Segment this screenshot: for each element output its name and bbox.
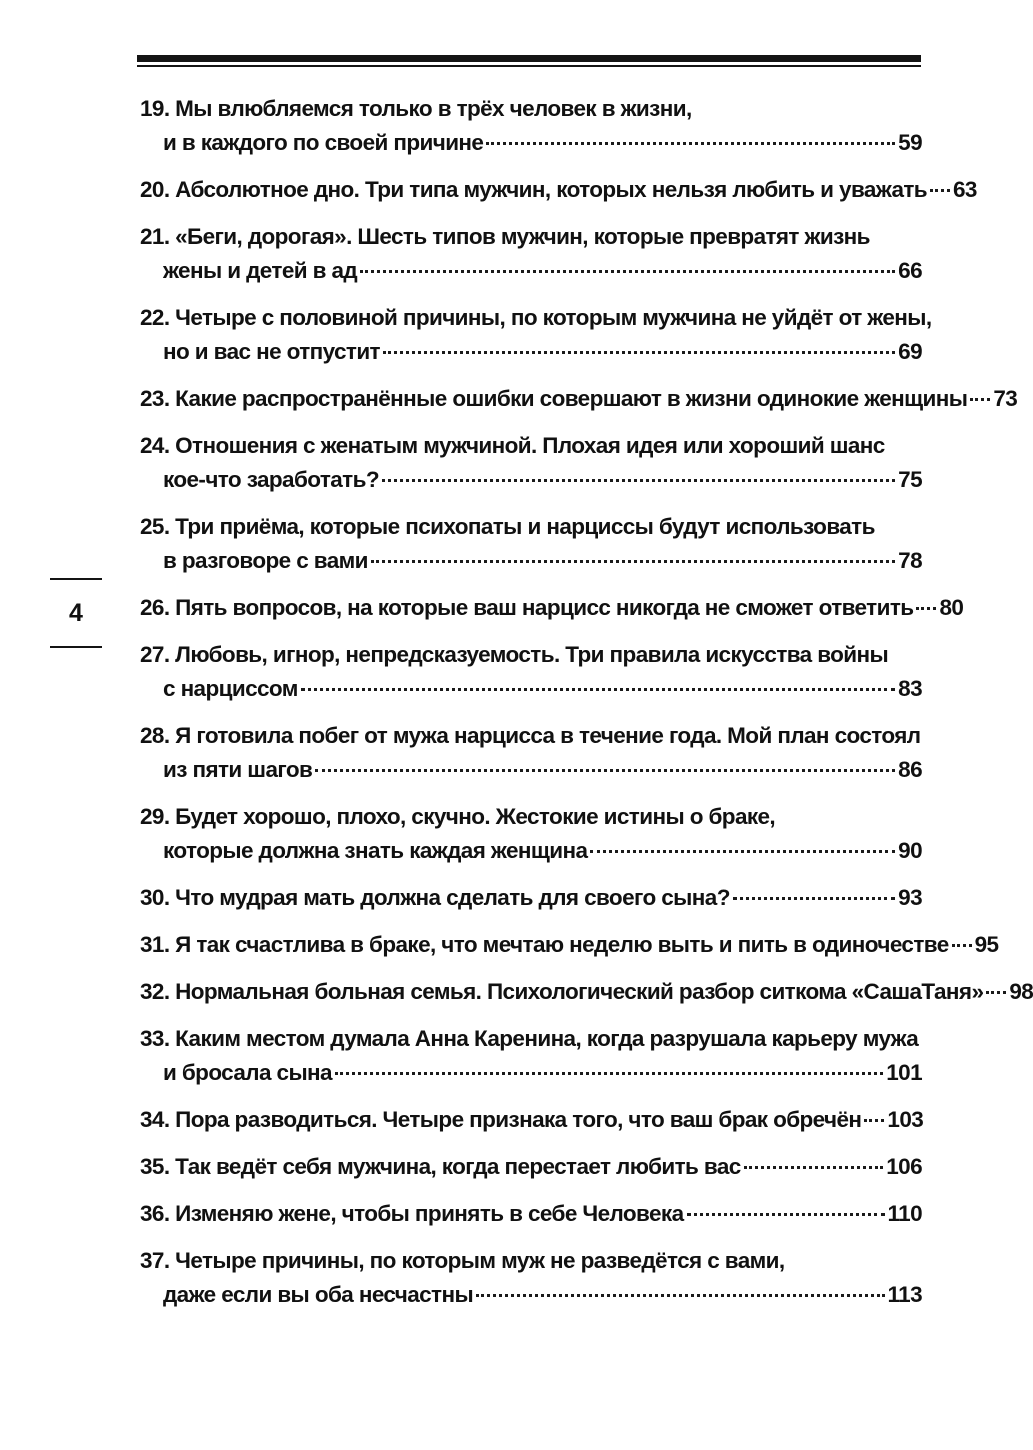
- page-marker-bottom-line: [50, 646, 102, 648]
- toc-entry: [140, 719, 922, 787]
- toc-entry-leader-line: [140, 834, 922, 868]
- dot-leader: [590, 850, 895, 853]
- toc-entry-leader-line: [140, 382, 1018, 416]
- toc-entry: [140, 382, 1018, 416]
- toc-entry-page: 59: [898, 130, 922, 155]
- toc-entry-leader-line: [140, 672, 922, 706]
- toc-entry-title: 34. Пора разводиться. Четыре признака того, что ваш брак обречён: [140, 1107, 862, 1132]
- toc-entry-page: 73: [993, 386, 1018, 411]
- toc-entry-title: 32. Нормальная больная семья. Психологический разбор ситкома «СашаТаня»: [140, 979, 984, 1004]
- dot-leader: [486, 142, 895, 145]
- toc-entry-title: даже если вы оба несчастны: [163, 1282, 474, 1307]
- toc-entry: [140, 928, 999, 962]
- top-double-rule: [137, 55, 921, 69]
- toc-entry-page: 90: [898, 838, 922, 863]
- toc-entry: [140, 301, 932, 369]
- toc-entry-page: 66: [898, 258, 922, 283]
- dot-leader: [382, 479, 895, 482]
- dot-leader: [744, 1166, 884, 1169]
- toc-entry: [140, 173, 977, 207]
- dot-leader: [687, 1213, 885, 1216]
- toc-entry-title-line: 28. Я готовила побег от мужа нарцисса в течение года. Мой план состоял: [140, 723, 921, 748]
- toc-entry-title-line: 33. Каким местом думала Анна Каренина, когда разрушала карьеру мужа: [140, 1026, 919, 1051]
- toc-entry-leader-line: [140, 544, 922, 578]
- toc-entry-page: 83: [898, 676, 922, 701]
- toc-entry-title-line: 37. Четыре причины, по которым муж не разведётся с вами,: [140, 1248, 785, 1273]
- toc-entry-title: 35. Так ведёт себя мужчина, когда перестает любить вас: [140, 1154, 741, 1179]
- top-rule-thin: [137, 65, 921, 67]
- page-number-marker: [50, 578, 102, 648]
- toc-entry-leader-line: [140, 173, 977, 207]
- toc-entry: [140, 881, 922, 915]
- toc-entry-page: 103: [887, 1107, 924, 1132]
- toc-entry-leader-line: [140, 1150, 922, 1184]
- toc-entry: [140, 1244, 922, 1312]
- toc-entry-leader-line: [140, 881, 922, 915]
- toc-entry-title: но и вас не отпустит: [163, 339, 380, 364]
- dot-leader: [360, 270, 895, 273]
- toc-entry-title: 31. Я так счастлива в браке, что мечтаю неделю выть и пить в одиночестве: [140, 932, 949, 957]
- table-of-contents: [140, 92, 1033, 1325]
- toc-entry-page: 98: [1009, 979, 1033, 1004]
- toc-entry: [140, 975, 1033, 1009]
- toc-entry-title: 30. Что мудрая мать должна сделать для своего сына?: [140, 885, 730, 910]
- toc-entry-page: 93: [898, 885, 922, 910]
- dot-leader: [383, 351, 895, 354]
- toc-entry: [140, 429, 922, 497]
- toc-entry-leader-line: [140, 928, 999, 962]
- toc-entry: [140, 510, 922, 578]
- toc-entry-title-line: 25. Три приёма, которые психопаты и нарциссы будут использовать: [140, 514, 875, 539]
- dot-leader: [315, 769, 895, 772]
- toc-entry-page: 69: [898, 339, 922, 364]
- dot-leader: [335, 1072, 883, 1075]
- toc-entry-leader-line: [140, 335, 922, 369]
- toc-entry-title: которые должна знать каждая женщина: [163, 838, 588, 863]
- toc-entry-leader-line: [140, 1056, 922, 1090]
- toc-entry: [140, 800, 922, 868]
- toc-entry-title: в разговоре с вами: [163, 548, 368, 573]
- toc-entry-title: кое-что заработать?: [163, 467, 379, 492]
- toc-entry-page: 95: [974, 932, 999, 957]
- toc-entry-page: 80: [939, 595, 964, 620]
- toc-entry: [140, 1022, 922, 1090]
- toc-entry-title: и в каждого по своей причине: [163, 130, 484, 155]
- dot-leader: [301, 688, 895, 691]
- toc-entry-page: 63: [953, 177, 977, 202]
- toc-entry-page: 86: [898, 757, 922, 782]
- toc-entry-title-line: 22. Четыре с половиной причины, по которым мужчина не уйдёт от жены,: [140, 305, 932, 330]
- toc-entry-title-line: 29. Будет хорошо, плохо, скучно. Жестокие истины о браке,: [140, 804, 776, 829]
- toc-entry-title-line: 27. Любовь, игнор, непредсказуемость. Три правила искусства войны: [140, 642, 889, 667]
- toc-entry-title: 26. Пять вопросов, на которые ваш нарцисс никогда не сможет ответить: [140, 595, 914, 620]
- toc-entry-page: 110: [887, 1201, 922, 1226]
- dot-leader: [733, 897, 895, 900]
- toc-entry-title: 36. Изменяю жене, чтобы принять в себе Человека: [140, 1201, 684, 1226]
- toc-entry-title: и бросала сына: [163, 1060, 332, 1085]
- toc-entry: [140, 1103, 922, 1137]
- toc-entry: [140, 220, 922, 288]
- dot-leader: [476, 1294, 884, 1297]
- dot-leader: [371, 560, 895, 563]
- toc-entry: [140, 1197, 922, 1231]
- toc-entry-leader-line: [140, 591, 964, 625]
- dot-leader: [986, 991, 1006, 994]
- toc-entry-leader-line: [140, 1278, 922, 1312]
- toc-entry-page: 75: [898, 467, 922, 492]
- toc-entry: [140, 1150, 922, 1184]
- toc-entry-leader-line: [140, 126, 922, 160]
- toc-entry-leader-line: [140, 254, 922, 288]
- toc-entry-title-line: 21. «Беги, дорогая». Шесть типов мужчин, которые превратят жизнь: [140, 224, 870, 249]
- dot-leader: [930, 189, 950, 192]
- toc-entry-leader-line: [140, 463, 922, 497]
- top-rule-thick: [137, 55, 921, 62]
- toc-entry-page: 78: [898, 548, 922, 573]
- dot-leader: [864, 1119, 884, 1122]
- toc-entry-title: с нарциссом: [163, 676, 298, 701]
- toc-entry-leader-line: [140, 1103, 922, 1137]
- dot-leader: [952, 944, 972, 947]
- toc-entry-title: 20. Абсолютное дно. Три типа мужчин, которых нельзя любить и уважать: [140, 177, 928, 202]
- dot-leader: [970, 398, 990, 401]
- toc-entry-title: 23. Какие распространённые ошибки совершают в жизни одинокие женщины: [140, 386, 968, 411]
- toc-entry-title-line: 24. Отношения с женатым мужчиной. Плохая идея или хороший шанс: [140, 433, 885, 458]
- toc-entry-page: 101: [886, 1060, 922, 1085]
- toc-entry-title: из пяти шагов: [163, 757, 313, 782]
- toc-entry-leader-line: [140, 975, 1033, 1009]
- toc-entry: [140, 638, 922, 706]
- page-number: 4: [69, 599, 83, 627]
- toc-entry: [140, 591, 964, 625]
- toc-entry-page: 113: [887, 1282, 922, 1307]
- toc-entry-title: жены и детей в ад: [163, 258, 358, 283]
- toc-entry-leader-line: [140, 1197, 922, 1231]
- toc-entry-leader-line: [140, 753, 922, 787]
- dot-leader: [916, 607, 936, 610]
- toc-entry-page: 106: [886, 1154, 922, 1179]
- toc-entry-title-line: 19. Мы влюбляемся только в трёх человек в жизни,: [140, 96, 692, 121]
- toc-entry: [140, 92, 922, 160]
